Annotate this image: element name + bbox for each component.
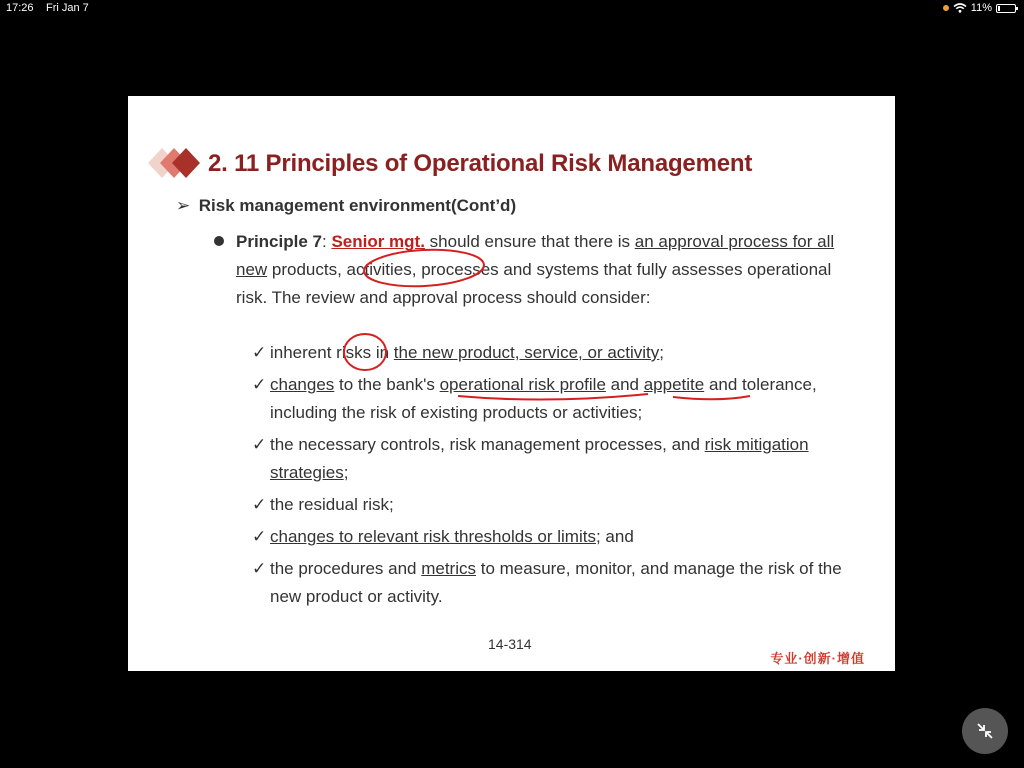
minimize-icon	[974, 720, 996, 742]
checkmark-icon: ✓	[252, 343, 267, 362]
list-item: ✓ the residual risk;	[248, 491, 848, 519]
slogan-logo: 专业·创新·增值	[770, 651, 865, 666]
checkmark-icon: ✓	[252, 527, 267, 546]
checkmark-icon: ✓	[252, 495, 267, 514]
battery-icon	[996, 4, 1016, 13]
list-item: ✓ the necessary controls, risk management processes, and risk mitigation strategies;	[248, 431, 848, 487]
recording-dot-icon	[943, 5, 949, 11]
principle-label: Principle 7	[236, 232, 322, 251]
slide	[128, 96, 895, 671]
checkmark-icon: ✓	[252, 559, 267, 578]
checkmark-icon: ✓	[252, 435, 267, 454]
section-heading	[176, 196, 516, 216]
list-item: ✓ the procedures and metrics to measure, monitor, and manage the risk of the new product or activity.	[248, 555, 848, 611]
principle-highlight: Senior mgt.	[331, 232, 425, 251]
status-time: 17:26	[6, 2, 34, 14]
list-item: ✓ changes to relevant risk thresholds or limits; and	[248, 523, 848, 551]
checkmark-icon: ✓	[252, 375, 267, 394]
minimize-button[interactable]	[962, 708, 1008, 754]
status-bar	[0, 0, 1024, 18]
wifi-icon	[953, 3, 967, 13]
slide-page-number: 14-314	[488, 636, 532, 652]
status-date: Fri Jan 7	[46, 2, 89, 14]
status-indicators	[943, 2, 1016, 14]
section-title: Risk management environment(Cont’d)	[198, 196, 517, 215]
list-item: ✓ changes to the bank's operational risk profile and appetite and tolerance, including the risk of existing products or activities;	[248, 371, 848, 427]
slide-title: 2. 11 Principles of Operational Risk Management	[208, 150, 753, 177]
title-decoration-icon	[148, 146, 203, 180]
triangle-arrow-icon: ➢	[176, 196, 191, 215]
list-item: ✓ inherent risks in the new product, service, or activity;	[248, 339, 848, 367]
principle-paragraph: Principle 7: Senior mgt. should ensure that there is an approval process for all new products, activities, processes and systems that fully assesses operational risk. The review and approval process should consider:	[236, 232, 835, 307]
bullet-dot-icon	[214, 236, 224, 246]
consideration-list	[248, 339, 848, 615]
battery-percent: 11%	[970, 2, 992, 14]
